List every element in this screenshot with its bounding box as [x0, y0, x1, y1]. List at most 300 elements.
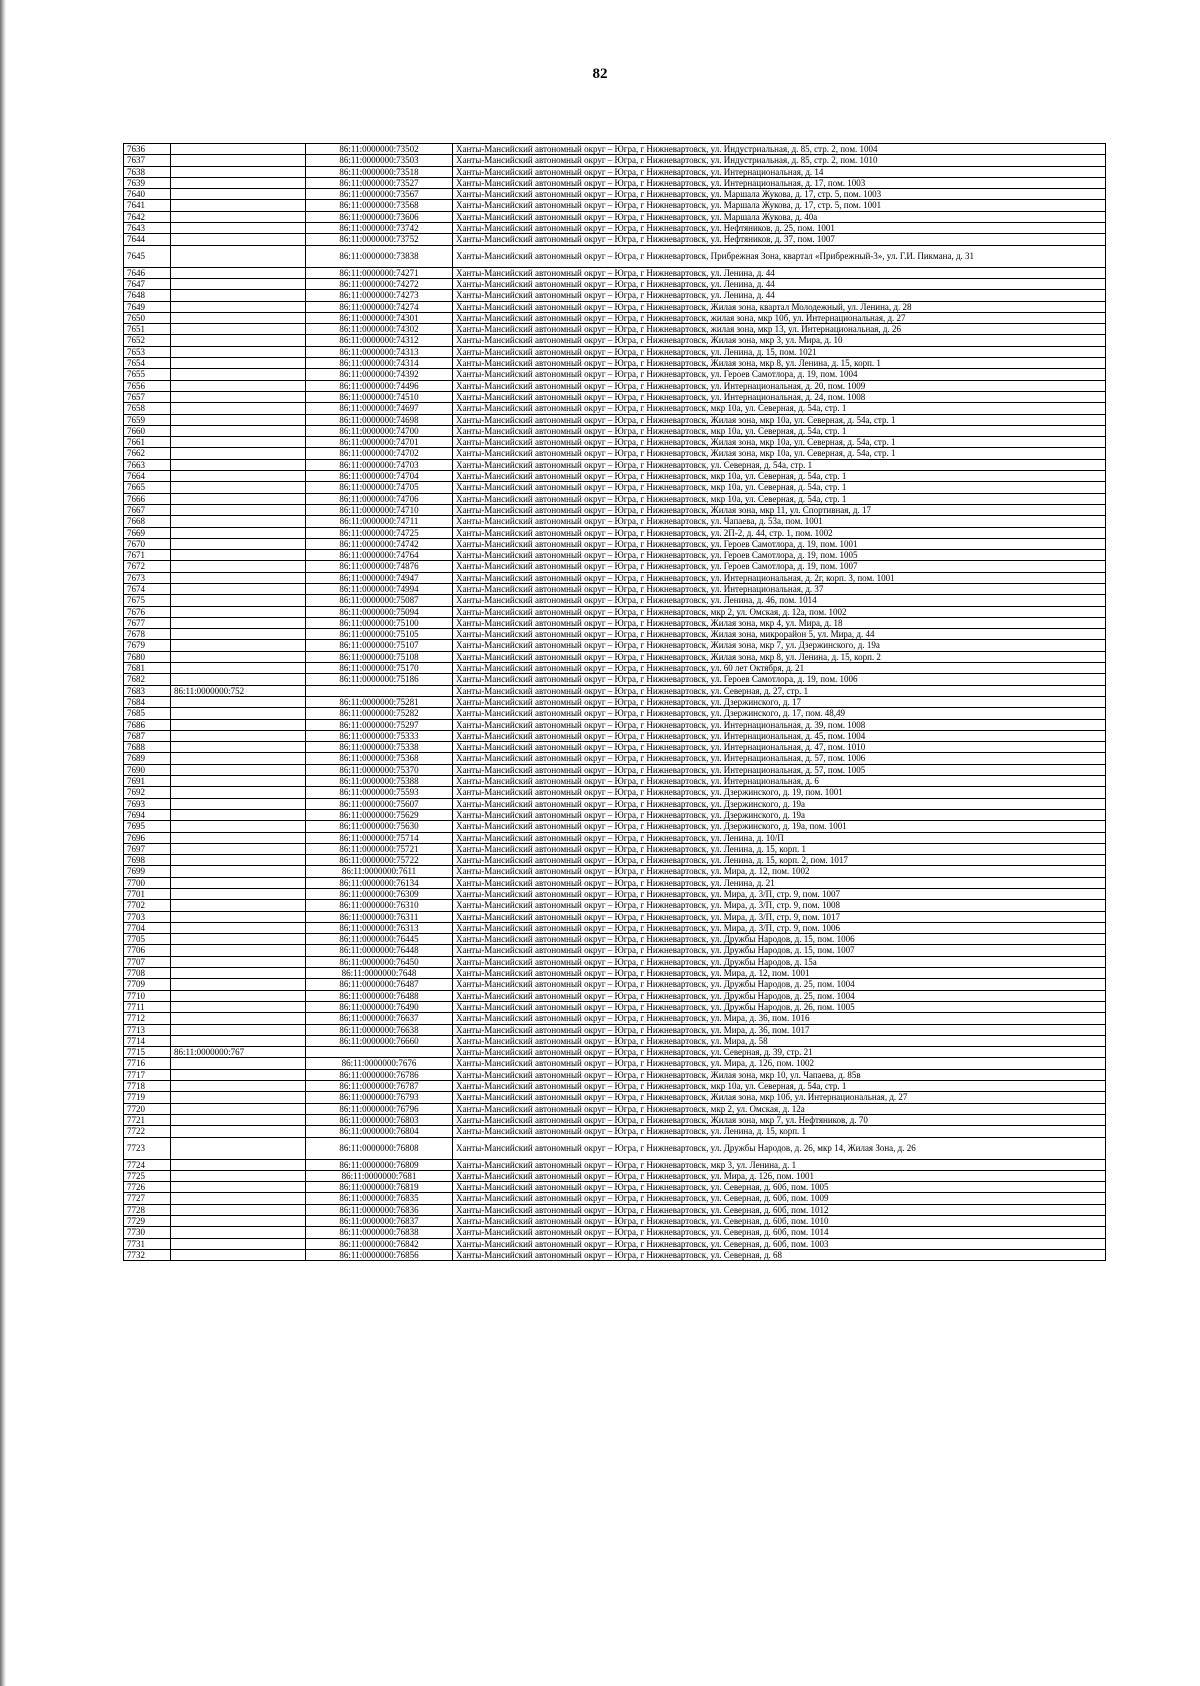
table-row	[124, 617, 1106, 628]
cadastral-number-cell: 86:11:0000000:75282	[306, 708, 453, 719]
previous-cadastral-number-cell	[171, 144, 306, 155]
address-cell: Ханты-Мансийский автономный округ – Югра, г Нижневартовск, ул. Мира, д. 126, пом. 1001	[453, 1170, 1106, 1181]
address-cell: Ханты-Мансийский автономный округ – Югра, г Нижневартовск, Жилая зона, мкр 10а, ул. Северная, д. 54а, стр. 1	[453, 414, 1106, 425]
previous-cadastral-number-cell	[171, 550, 306, 561]
address-cell: Ханты-Мансийский автономный округ – Югра, г Нижневартовск, ул. Дзержинского, д. 17	[453, 696, 1106, 707]
previous-cadastral-number-cell	[171, 538, 306, 549]
address-cell: Ханты-Мансийский автономный округ – Югра, г Нижневартовск, ул. Ленина, д. 44	[453, 267, 1106, 278]
cadastral-number-cell: 86:11:0000000:76793	[306, 1092, 453, 1103]
cadastral-number-cell: 86:11:0000000:76660	[306, 1035, 453, 1046]
table-row	[124, 606, 1106, 617]
cadastral-number-cell: 86:11:0000000:74764	[306, 550, 453, 561]
address-cell: Ханты-Мансийский автономный округ – Югра, г Нижневартовск, ул. Северная, д. 60б, пом. 1012	[453, 1204, 1106, 1215]
table-row	[124, 821, 1106, 832]
cadastral-number-cell: 86:11:0000000:73568	[306, 200, 453, 211]
cadastral-number-cell: 86:11:0000000:76836	[306, 1204, 453, 1215]
cadastral-number-cell: 86:11:0000000:74274	[306, 301, 453, 312]
address-cell: Ханты-Мансийский автономный округ – Югра, г Нижневартовск, Жилая зона, мкр 3, ул. Мира, д. 10	[453, 335, 1106, 346]
previous-cadastral-number-cell: 86:11:0000000:752	[171, 685, 306, 696]
row-number-cell: 7725	[124, 1170, 171, 1181]
table-row	[124, 922, 1106, 933]
table-row	[124, 267, 1106, 278]
cadastral-number-cell: 86:11:0000000:74272	[306, 278, 453, 289]
cadastral-number-cell: 86:11:0000000:76450	[306, 956, 453, 967]
table-row	[124, 809, 1106, 820]
cadastral-number-cell	[306, 685, 453, 696]
address-cell: Ханты-Мансийский автономный округ – Югра, г Нижневартовск, ул. Маршала Жукова, д. 17, стр. 5, пом. 1003	[453, 189, 1106, 200]
table-row	[124, 1092, 1106, 1103]
address-cell: Ханты-Мансийский автономный округ – Югра, г Нижневартовск, ул. Ленина, д. 15, корп. 1	[453, 1126, 1106, 1137]
cadastral-number-cell: 86:11:0000000:74701	[306, 437, 453, 448]
table-row	[124, 651, 1106, 662]
row-number-cell: 7651	[124, 324, 171, 335]
table-row	[124, 312, 1106, 323]
address-cell: Ханты-Мансийский автономный округ – Югра, г Нижневартовск, ул. Мира, д. 3/П, стр. 9, пом. 1008	[453, 900, 1106, 911]
row-number-cell: 7673	[124, 572, 171, 583]
row-number-cell: 7687	[124, 730, 171, 741]
address-cell: Ханты-Мансийский автономный округ – Югра, г Нижневартовск, ул. Дружбы Народов, д. 15, пом. 1006	[453, 934, 1106, 945]
table-row	[124, 719, 1106, 730]
previous-cadastral-number-cell	[171, 391, 306, 402]
address-cell: Ханты-Мансийский автономный округ – Югра, г Нижневартовск, мкр 10а, ул. Северная, д. 54а, стр. 1	[453, 1081, 1106, 1092]
table-row	[124, 301, 1106, 312]
previous-cadastral-number-cell	[171, 696, 306, 707]
row-number-cell: 7710	[124, 990, 171, 1001]
previous-cadastral-number-cell	[171, 493, 306, 504]
cadastral-number-cell: 86:11:0000000:74700	[306, 425, 453, 436]
previous-cadastral-number-cell	[171, 1204, 306, 1215]
row-number-cell: 7709	[124, 979, 171, 990]
previous-cadastral-number-cell	[171, 561, 306, 572]
cadastral-number-cell: 86:11:0000000:74703	[306, 459, 453, 470]
row-number-cell: 7649	[124, 301, 171, 312]
address-cell: Ханты-Мансийский автономный округ – Югра, г Нижневартовск, ул. Северная, д. 54а, стр. 1	[453, 459, 1106, 470]
table-row	[124, 200, 1106, 211]
table-row	[124, 1137, 1106, 1159]
row-number-cell: 7677	[124, 617, 171, 628]
row-number-cell: 7685	[124, 708, 171, 719]
row-number-cell: 7644	[124, 234, 171, 245]
address-cell: Ханты-Мансийский автономный округ – Югра, г Нижневартовск, мкр 10а, ул. Северная, д. 54а, стр. 1	[453, 425, 1106, 436]
row-number-cell: 7698	[124, 855, 171, 866]
table-row	[124, 956, 1106, 967]
previous-cadastral-number-cell	[171, 425, 306, 436]
row-number-cell: 7732	[124, 1249, 171, 1260]
address-cell: Ханты-Мансийский автономный округ – Югра, г Нижневартовск, мкр 10а, ул. Северная, д. 54а, стр. 1	[453, 471, 1106, 482]
cadastral-number-cell: 86:11:0000000:76819	[306, 1182, 453, 1193]
previous-cadastral-number-cell	[171, 798, 306, 809]
address-cell: Ханты-Мансийский автономный округ – Югра, г Нижневартовск, ул. Интернациональная, д. 39, пом. 1008	[453, 719, 1106, 730]
row-number-cell: 7699	[124, 866, 171, 877]
table-row	[124, 1238, 1106, 1249]
cadastral-number-cell: 86:11:0000000:74510	[306, 391, 453, 402]
table-row	[124, 832, 1106, 843]
row-number-cell: 7701	[124, 889, 171, 900]
row-number-cell: 7661	[124, 437, 171, 448]
cadastral-number-cell: 86:11:0000000:74301	[306, 312, 453, 323]
row-number-cell: 7657	[124, 391, 171, 402]
table-row	[124, 753, 1106, 764]
row-number-cell: 7682	[124, 674, 171, 685]
row-number-cell: 7693	[124, 798, 171, 809]
previous-cadastral-number-cell	[171, 459, 306, 470]
row-number-cell: 7708	[124, 968, 171, 979]
previous-cadastral-number-cell	[171, 911, 306, 922]
row-number-cell: 7655	[124, 369, 171, 380]
row-number-cell: 7683	[124, 685, 171, 696]
address-cell: Ханты-Мансийский автономный округ – Югра, г Нижневартовск, ул. Нефтяников, д. 37, пом. 1007	[453, 234, 1106, 245]
address-cell: Ханты-Мансийский автономный округ – Югра, г Нижневартовск, ул. Ленина, д. 46, пом. 1014	[453, 595, 1106, 606]
table-row	[124, 448, 1106, 459]
table-row	[124, 1103, 1106, 1114]
address-cell: Ханты-Мансийский автономный округ – Югра, г Нижневартовск, ул. Дружбы Народов, д. 25, пом. 1004	[453, 979, 1106, 990]
address-cell: Ханты-Мансийский автономный округ – Югра, г Нижневартовск, ул. Ленина, д. 44	[453, 290, 1106, 301]
table-row	[124, 471, 1106, 482]
address-cell: Ханты-Мансийский автономный округ – Югра, г Нижневартовск, Жилая зона, мкр 8, ул. Ленина, д. 15, корп. 1	[453, 358, 1106, 369]
row-number-cell: 7695	[124, 821, 171, 832]
previous-cadastral-number-cell	[171, 312, 306, 323]
cadastral-number-cell: 86:11:0000000:74994	[306, 583, 453, 594]
row-number-cell: 7639	[124, 177, 171, 188]
address-cell: Ханты-Мансийский автономный округ – Югра, г Нижневартовск, ул. Чапаева, д. 53а, пом. 1001	[453, 516, 1106, 527]
cadastral-number-cell: 86:11:0000000:74273	[306, 290, 453, 301]
cadastral-number-cell: 86:11:0000000:76838	[306, 1227, 453, 1238]
table-row	[124, 889, 1106, 900]
previous-cadastral-number-cell	[171, 223, 306, 234]
previous-cadastral-number-cell	[171, 742, 306, 753]
row-number-cell: 7705	[124, 934, 171, 945]
address-cell: Ханты-Мансийский автономный округ – Югра, г Нижневартовск, ул. 60 лет Октября, д. 21	[453, 663, 1106, 674]
row-number-cell: 7669	[124, 527, 171, 538]
address-cell: Ханты-Мансийский автономный округ – Югра, г Нижневартовск, жилая зона, мкр 10б, ул. Интернациональная, д. 27	[453, 312, 1106, 323]
cadastral-number-cell: 86:11:0000000:76445	[306, 934, 453, 945]
previous-cadastral-number-cell	[171, 1035, 306, 1046]
address-cell: Ханты-Мансийский автономный округ – Югра, г Нижневартовск, мкр 3, ул. Ленина, д. 1	[453, 1159, 1106, 1170]
previous-cadastral-number-cell	[171, 448, 306, 459]
previous-cadastral-number-cell	[171, 809, 306, 820]
row-number-cell: 7643	[124, 223, 171, 234]
address-cell: Ханты-Мансийский автономный округ – Югра, г Нижневартовск, жилая зона, мкр 13, ул. Интернациональная, д. 26	[453, 324, 1106, 335]
table-row	[124, 437, 1106, 448]
previous-cadastral-number-cell	[171, 1001, 306, 1012]
previous-cadastral-number-cell	[171, 1170, 306, 1181]
address-cell: Ханты-Мансийский автономный округ – Югра, г Нижневартовск, мкр 10а, ул. Северная, д. 54а, стр. 1	[453, 482, 1106, 493]
row-number-cell: 7671	[124, 550, 171, 561]
cadastral-number-cell: 86:11:0000000:73503	[306, 155, 453, 166]
previous-cadastral-number-cell	[171, 866, 306, 877]
address-cell: Ханты-Мансийский автономный округ – Югра, г Нижневартовск, ул. Северная, д. 60б, пом. 1009	[453, 1193, 1106, 1204]
row-number-cell: 7726	[124, 1182, 171, 1193]
row-number-cell: 7715	[124, 1047, 171, 1058]
address-cell: Ханты-Мансийский автономный округ – Югра, г Нижневартовск, ул. Ленина, д. 15, корп. 1	[453, 843, 1106, 854]
previous-cadastral-number-cell: 86:11:0000000:767	[171, 1047, 306, 1058]
previous-cadastral-number-cell	[171, 234, 306, 245]
address-cell: Ханты-Мансийский автономный округ – Югра, г Нижневартовск, мкр 10а, ул. Северная, д. 54а, стр. 1	[453, 493, 1106, 504]
previous-cadastral-number-cell	[171, 1081, 306, 1092]
table-row	[124, 177, 1106, 188]
cadastral-number-cell: 86:11:0000000:74313	[306, 346, 453, 357]
cadastral-number-cell: 86:11:0000000:75630	[306, 821, 453, 832]
table-row	[124, 708, 1106, 719]
previous-cadastral-number-cell	[171, 414, 306, 425]
address-cell: Ханты-Мансийский автономный округ – Югра, г Нижневартовск, Жилая зона, микрорайон 5, ул. Мира, д. 44	[453, 629, 1106, 640]
previous-cadastral-number-cell	[171, 335, 306, 346]
address-cell: Ханты-Мансийский автономный округ – Югра, г Нижневартовск, ул. Героев Самотлора, д. 19, пом. 1006	[453, 674, 1106, 685]
table-row	[124, 866, 1106, 877]
table-row	[124, 189, 1106, 200]
row-number-cell: 7707	[124, 956, 171, 967]
row-number-cell: 7646	[124, 267, 171, 278]
row-number-cell: 7662	[124, 448, 171, 459]
address-cell: Ханты-Мансийский автономный округ – Югра, г Нижневартовск, ул. Северная, д. 60б, пом. 1005	[453, 1182, 1106, 1193]
row-number-cell: 7729	[124, 1216, 171, 1227]
address-cell: Ханты-Мансийский автономный округ – Югра, г Нижневартовск, Жилая зона, мкр 10б, ул. Интернациональная, д. 27	[453, 1092, 1106, 1103]
address-cell: Ханты-Мансийский автономный округ – Югра, г Нижневартовск, ул. Ленина, д. 21	[453, 877, 1106, 888]
previous-cadastral-number-cell	[171, 1103, 306, 1114]
cadastral-number-cell: 86:11:0000000:75333	[306, 730, 453, 741]
row-number-cell: 7694	[124, 809, 171, 820]
address-cell: Ханты-Мансийский автономный округ – Югра, г Нижневартовск, ул. Северная, д. 60б, пом. 1010	[453, 1216, 1106, 1227]
cadastral-number-cell: 86:11:0000000:74711	[306, 516, 453, 527]
row-number-cell: 7642	[124, 211, 171, 222]
table-row	[124, 516, 1106, 527]
previous-cadastral-number-cell	[171, 900, 306, 911]
row-number-cell: 7721	[124, 1114, 171, 1125]
table-row	[124, 504, 1106, 515]
table-row	[124, 1249, 1106, 1260]
previous-cadastral-number-cell	[171, 730, 306, 741]
previous-cadastral-number-cell	[171, 1193, 306, 1204]
address-cell: Ханты-Мансийский автономный округ – Югра, г Нижневартовск, ул. Дружбы Народов, д. 26, пом. 1005	[453, 1001, 1106, 1012]
row-number-cell: 7666	[124, 493, 171, 504]
cadastral-number-cell: 86:11:0000000:74710	[306, 504, 453, 515]
address-cell: Ханты-Мансийский автономный округ – Югра, г Нижневартовск, ул. Ленина, д. 15, корп. 2, пом. 1017	[453, 855, 1106, 866]
row-number-cell: 7678	[124, 629, 171, 640]
address-cell: Ханты-Мансийский автономный округ – Югра, г Нижневартовск, ул. Интернациональная, д. 24, пом. 1008	[453, 391, 1106, 402]
address-cell: Ханты-Мансийский автономный округ – Югра, г Нижневартовск, ул. Интернациональная, д. 57, пом. 1005	[453, 764, 1106, 775]
table-row	[124, 369, 1106, 380]
row-number-cell: 7727	[124, 1193, 171, 1204]
previous-cadastral-number-cell	[171, 889, 306, 900]
row-number-cell: 7704	[124, 922, 171, 933]
cadastral-number-cell: 86:11:0000000:7611	[306, 866, 453, 877]
row-number-cell: 7712	[124, 1013, 171, 1024]
address-cell: Ханты-Мансийский автономный округ – Югра, г Нижневартовск, Жилая зона, мкр 11, ул. Спортивная, д. 17	[453, 504, 1106, 515]
previous-cadastral-number-cell	[171, 583, 306, 594]
table-row	[124, 1216, 1106, 1227]
row-number-cell: 7681	[124, 663, 171, 674]
cadastral-number-cell: 86:11:0000000:74496	[306, 380, 453, 391]
previous-cadastral-number-cell	[171, 403, 306, 414]
cadastral-number-cell: 86:11:0000000:75170	[306, 663, 453, 674]
previous-cadastral-number-cell	[171, 527, 306, 538]
row-number-cell: 7659	[124, 414, 171, 425]
table-row	[124, 934, 1106, 945]
address-cell: Ханты-Мансийский автономный округ – Югра, г Нижневартовск, ул. Индустриальная, д. 85, стр. 2, пом. 1004	[453, 144, 1106, 155]
row-number-cell: 7638	[124, 166, 171, 177]
address-cell: Ханты-Мансийский автономный округ – Югра, г Нижневартовск, ул. Интернациональная, д. 2г, корп. 3, пом. 1001	[453, 572, 1106, 583]
address-cell: Ханты-Мансийский автономный округ – Югра, г Нижневартовск, Жилая зона, мкр 10а, ул. Северная, д. 54а, стр. 1	[453, 448, 1106, 459]
previous-cadastral-number-cell	[171, 482, 306, 493]
row-number-cell: 7717	[124, 1069, 171, 1080]
table-row	[124, 1159, 1106, 1170]
cadastral-number-cell: 86:11:0000000:73567	[306, 189, 453, 200]
cadastral-number-cell: 86:11:0000000:75087	[306, 595, 453, 606]
row-number-cell: 7690	[124, 764, 171, 775]
previous-cadastral-number-cell	[171, 651, 306, 662]
row-number-cell: 7711	[124, 1001, 171, 1012]
table-row	[124, 245, 1106, 267]
table-row	[124, 674, 1106, 685]
address-cell: Ханты-Мансийский автономный округ – Югра, г Нижневартовск, ул. Северная, д. 39, стр. 21	[453, 1047, 1106, 1058]
address-cell: Ханты-Мансийский автономный округ – Югра, г Нижневартовск, ул. Интернациональная, д. 20, пом. 1009	[453, 380, 1106, 391]
row-number-cell: 7665	[124, 482, 171, 493]
table-row	[124, 696, 1106, 707]
row-number-cell: 7696	[124, 832, 171, 843]
previous-cadastral-number-cell	[171, 640, 306, 651]
row-number-cell: 7637	[124, 155, 171, 166]
row-number-cell: 7654	[124, 358, 171, 369]
previous-cadastral-number-cell	[171, 278, 306, 289]
cadastral-number-cell: 86:11:0000000:76786	[306, 1069, 453, 1080]
row-number-cell: 7670	[124, 538, 171, 549]
cadastral-number-cell: 86:11:0000000:76487	[306, 979, 453, 990]
cadastral-number-cell: 86:11:0000000:75370	[306, 764, 453, 775]
row-number-cell: 7703	[124, 911, 171, 922]
address-cell: Ханты-Мансийский автономный округ – Югра, г Нижневартовск, ул. Нефтяников, д. 25, пом. 1001	[453, 223, 1106, 234]
row-number-cell: 7719	[124, 1092, 171, 1103]
previous-cadastral-number-cell	[171, 764, 306, 775]
cadastral-number-cell: 86:11:0000000:76309	[306, 889, 453, 900]
previous-cadastral-number-cell	[171, 663, 306, 674]
table-row	[124, 1114, 1106, 1125]
address-cell: Ханты-Мансийский автономный округ – Югра, г Нижневартовск, мкр 10а, ул. Северная, д. 54а, стр. 1	[453, 403, 1106, 414]
table-row	[124, 482, 1106, 493]
address-cell: Ханты-Мансийский автономный округ – Югра, г Нижневартовск, ул. Героев Самотлора, д. 19, пом. 1004	[453, 369, 1106, 380]
cadastral-number-cell: 86:11:0000000:74271	[306, 267, 453, 278]
address-cell: Ханты-Мансийский автономный округ – Югра, г Нижневартовск, ул. Мира, д. 36, пом. 1016	[453, 1013, 1106, 1024]
cadastral-number-cell: 86:11:0000000:75722	[306, 855, 453, 866]
cadastral-number-cell: 86:11:0000000:75593	[306, 787, 453, 798]
cadastral-number-cell	[306, 1047, 453, 1058]
cadastral-number-cell: 86:11:0000000:76490	[306, 1001, 453, 1012]
table-row	[124, 911, 1106, 922]
address-cell: Ханты-Мансийский автономный округ – Югра, г Нижневартовск, Жилая зона, мкр 4, ул. Мира, д. 18	[453, 617, 1106, 628]
row-number-cell: 7658	[124, 403, 171, 414]
previous-cadastral-number-cell	[171, 1013, 306, 1024]
table-row	[124, 538, 1106, 549]
address-cell: Ханты-Мансийский автономный округ – Югра, г Нижневартовск, Прибрежная Зона, квартал «Прибрежный-3», ул. Г.И. Пикмана, д. 31	[453, 245, 1106, 267]
table-row	[124, 211, 1106, 222]
table-row	[124, 1047, 1106, 1058]
table-row	[124, 685, 1106, 696]
table-row	[124, 278, 1106, 289]
cadastral-number-cell: 86:11:0000000:73502	[306, 144, 453, 155]
table-row	[124, 1170, 1106, 1181]
row-number-cell: 7691	[124, 776, 171, 787]
row-number-cell: 7728	[124, 1204, 171, 1215]
row-number-cell: 7641	[124, 200, 171, 211]
cadastral-number-cell: 86:11:0000000:75388	[306, 776, 453, 787]
previous-cadastral-number-cell	[171, 877, 306, 888]
registry-table	[123, 143, 1106, 1261]
cadastral-number-cell: 86:11:0000000:74947	[306, 572, 453, 583]
table-row	[124, 1013, 1106, 1024]
row-number-cell: 7667	[124, 504, 171, 515]
table-row	[124, 1001, 1106, 1012]
address-cell: Ханты-Мансийский автономный округ – Югра, г Нижневартовск, ул. Интернациональная, д. 45, пом. 1004	[453, 730, 1106, 741]
address-cell: Ханты-Мансийский автономный округ – Югра, г Нижневартовск, ул. Мира, д. 3/П, стр. 9, пом. 1007	[453, 889, 1106, 900]
cadastral-number-cell: 86:11:0000000:73752	[306, 234, 453, 245]
table-row	[124, 290, 1106, 301]
previous-cadastral-number-cell	[171, 922, 306, 933]
previous-cadastral-number-cell	[171, 369, 306, 380]
table-row	[124, 1204, 1106, 1215]
previous-cadastral-number-cell	[171, 1114, 306, 1125]
row-number-cell: 7686	[124, 719, 171, 730]
cadastral-number-cell: 86:11:0000000:75297	[306, 719, 453, 730]
cadastral-number-cell: 86:11:0000000:76835	[306, 1193, 453, 1204]
address-cell: Ханты-Мансийский автономный округ – Югра, г Нижневартовск, ул. Ленина, д. 15, пом. 1021	[453, 346, 1106, 357]
table-row	[124, 855, 1106, 866]
cadastral-number-cell: 86:11:0000000:74704	[306, 471, 453, 482]
address-cell: Ханты-Мансийский автономный округ – Югра, г Нижневартовск, ул. Дзержинского, д. 19а	[453, 798, 1106, 809]
previous-cadastral-number-cell	[171, 471, 306, 482]
address-cell: Ханты-Мансийский автономный округ – Югра, г Нижневартовск, мкр 2, ул. Омская, д. 12а, пом. 1002	[453, 606, 1106, 617]
previous-cadastral-number-cell	[171, 200, 306, 211]
previous-cadastral-number-cell	[171, 1069, 306, 1080]
table-row	[124, 223, 1106, 234]
cadastral-number-cell: 86:11:0000000:75629	[306, 809, 453, 820]
previous-cadastral-number-cell	[171, 990, 306, 1001]
page-number: 82	[592, 66, 608, 82]
address-cell: Ханты-Мансийский автономный округ – Югра, г Нижневартовск, ул. Северная, д. 60б, пом. 1014	[453, 1227, 1106, 1238]
previous-cadastral-number-cell	[171, 776, 306, 787]
address-cell: Ханты-Мансийский автономный округ – Югра, г Нижневартовск, мкр 2, ул. Омская, д. 12а	[453, 1103, 1106, 1114]
address-cell: Ханты-Мансийский автономный округ – Югра, г Нижневартовск, ул. Интернациональная, д. 37	[453, 583, 1106, 594]
address-cell: Ханты-Мансийский автономный округ – Югра, г Нижневартовск, ул. Дзержинского, д. 19, пом. 1001	[453, 787, 1106, 798]
table-row	[124, 900, 1106, 911]
previous-cadastral-number-cell	[171, 324, 306, 335]
table-row	[124, 166, 1106, 177]
address-cell: Ханты-Мансийский автономный округ – Югра, г Нижневартовск, ул. Дзержинского, д. 19а	[453, 809, 1106, 820]
address-cell: Ханты-Мансийский автономный округ – Югра, г Нижневартовск, ул. Героев Самотлора, д. 19, пом. 1005	[453, 550, 1106, 561]
previous-cadastral-number-cell	[171, 606, 306, 617]
address-cell: Ханты-Мансийский автономный округ – Югра, г Нижневартовск, Жилая зона, мкр 10, ул. Чапаева, д. 85в	[453, 1069, 1106, 1080]
table-row	[124, 787, 1106, 798]
address-cell: Ханты-Мансийский автономный округ – Югра, г Нижневартовск, Жилая зона, мкр 7, ул. Дзержинского, д. 19а	[453, 640, 1106, 651]
cadastral-number-cell: 86:11:0000000:74876	[306, 561, 453, 572]
row-number-cell: 7689	[124, 753, 171, 764]
row-number-cell: 7680	[124, 651, 171, 662]
previous-cadastral-number-cell	[171, 674, 306, 685]
cadastral-number-cell: 86:11:0000000:76803	[306, 1114, 453, 1125]
address-cell: Ханты-Мансийский автономный округ – Югра, г Нижневартовск, ул. Интернациональная, д. 6	[453, 776, 1106, 787]
previous-cadastral-number-cell	[171, 1092, 306, 1103]
table-row	[124, 155, 1106, 166]
table-row	[124, 358, 1106, 369]
table-row	[124, 764, 1106, 775]
cadastral-number-cell: 86:11:0000000:74312	[306, 335, 453, 346]
table-row	[124, 550, 1106, 561]
row-number-cell: 7650	[124, 312, 171, 323]
table-row	[124, 391, 1106, 402]
cadastral-number-cell: 86:11:0000000:73742	[306, 223, 453, 234]
table-row	[124, 1081, 1106, 1092]
previous-cadastral-number-cell	[171, 267, 306, 278]
cadastral-number-cell: 86:11:0000000:76787	[306, 1081, 453, 1092]
table-row	[124, 629, 1106, 640]
